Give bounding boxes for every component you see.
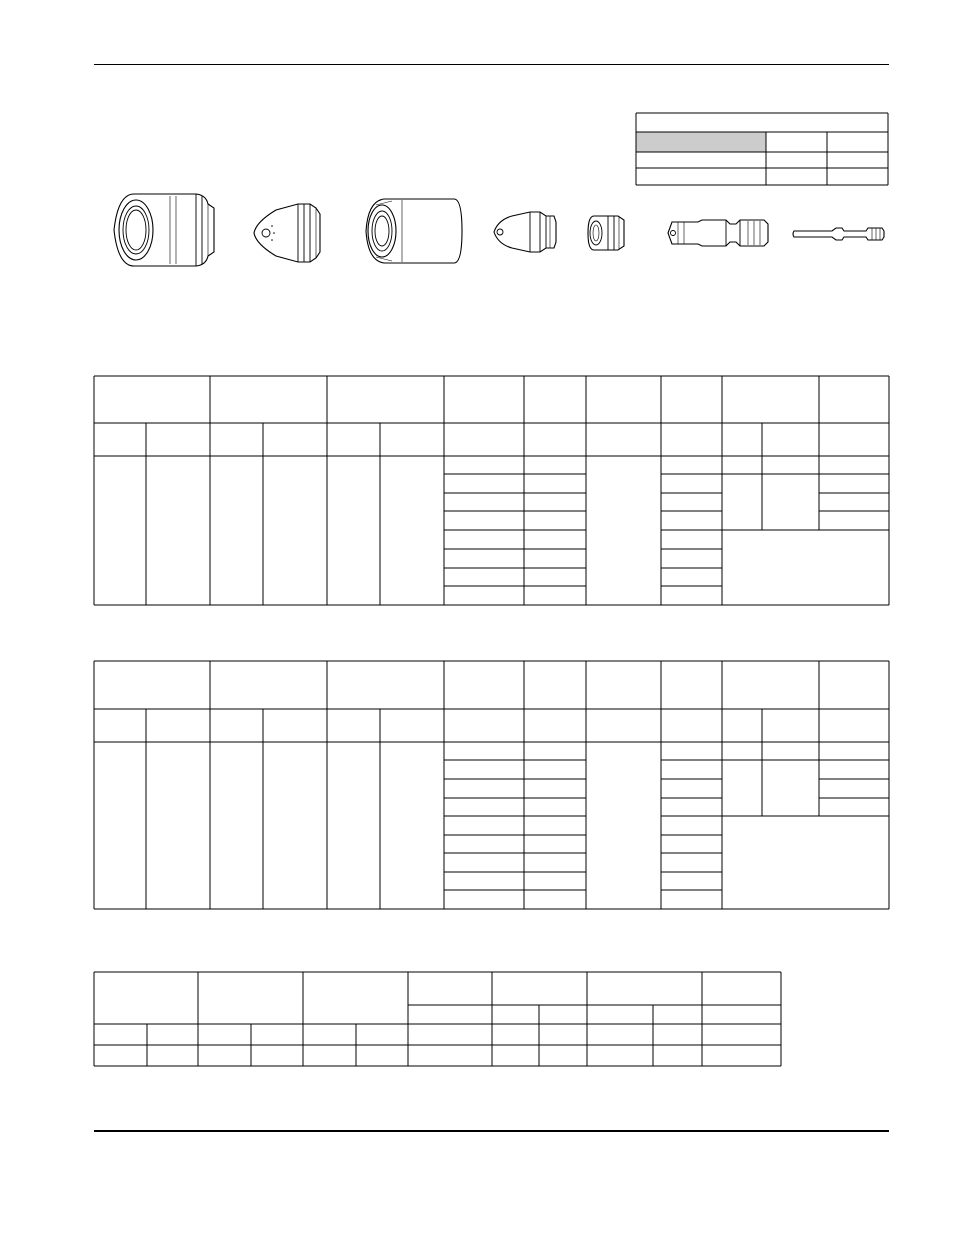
footer-rule (94, 1130, 889, 1132)
